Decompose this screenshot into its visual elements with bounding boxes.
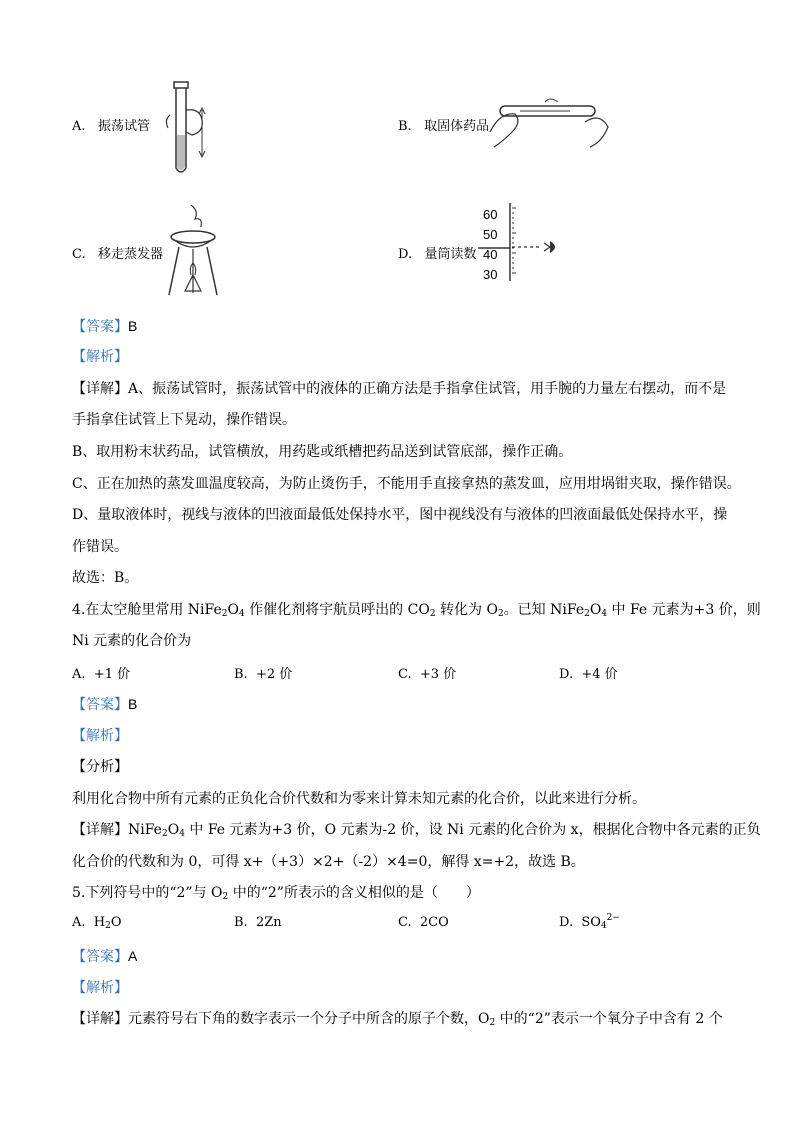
q5-option-label: D. bbox=[559, 915, 574, 930]
option-b bbox=[398, 115, 489, 134]
q5-option-label: B. bbox=[234, 915, 248, 930]
q4-sub: 4 bbox=[601, 609, 608, 619]
answer-value: B bbox=[128, 318, 138, 334]
option-c-text: 移走蒸发器 bbox=[98, 247, 164, 262]
detail-text: A、振荡试管时，振荡试管中的液体的正确方法是手指拿住试管，用手腕的力量左右摆动，而不是 bbox=[128, 381, 727, 397]
q5-analysis-tag: 【解析】 bbox=[72, 980, 128, 996]
detail-tag: 【详解】 bbox=[72, 1011, 128, 1027]
q4-answer bbox=[72, 694, 137, 715]
option-d bbox=[398, 243, 477, 262]
option-c bbox=[72, 243, 163, 262]
q3-detail-c: C、正在加热的蒸发皿温度较高，为防止烫伤手，不能用手直接拿热的蒸发皿，应用坩埚钳夹取，操作错误。 bbox=[72, 476, 741, 492]
q4-sub: 4 bbox=[179, 829, 185, 839]
q5-option-text: SO bbox=[581, 915, 601, 930]
q4-text: O bbox=[589, 602, 602, 618]
q3-detail-d2: 作错误。 bbox=[72, 539, 128, 555]
q5-option-label: C. bbox=[398, 915, 412, 930]
q3-detail-d1: D、量取液体时，视线与液体的凹液面最低处保持水平，图中视线没有与液体的凹液面最低处保持水平，操 bbox=[72, 507, 728, 523]
q4-text: 。已知 NiFe bbox=[503, 602, 585, 618]
q5-sup: 2− bbox=[606, 913, 620, 923]
q3-detail-line1 bbox=[72, 379, 726, 399]
q4-text: 在太空舱里常用 NiFe bbox=[85, 602, 222, 618]
q4-option-text: +2 价 bbox=[255, 667, 293, 682]
q5-option-text: 2Zn bbox=[255, 915, 282, 930]
q4-sub: 2 bbox=[497, 609, 504, 619]
q4-detail-line2: 化合价的代数和为 0，可得 x+（+3）×2+（-2）×4=0，解得 x=+2，故选 B。 bbox=[72, 854, 585, 870]
q4-option-a bbox=[72, 663, 130, 682]
q5-option-label: A. bbox=[72, 915, 86, 930]
option-c-label: C. bbox=[72, 247, 86, 262]
cylinder-tick-30: 30 bbox=[483, 267, 498, 282]
q4-option-d bbox=[559, 663, 618, 682]
q4-option-label: C. bbox=[398, 667, 412, 682]
q4-detail-text: 中 Fe 元素为+3 价，O 元素为-2 价，设 Ni 元素的化合价为 x，根据化合物中各元素的正负 bbox=[184, 822, 761, 838]
option-b-text: 取固体药品 bbox=[424, 119, 490, 134]
q4-text: 作催化剂将宇航员呼出的 CO bbox=[244, 602, 430, 618]
q5-text: 中的“2”所表示的含义相似的是（ ） bbox=[228, 885, 480, 901]
q3-analysis-tag: 【解析】 bbox=[72, 349, 128, 365]
q4-option-text: +1 价 bbox=[93, 667, 131, 682]
q4-fenxi-tag: 【分析】 bbox=[72, 759, 128, 775]
q4-option-text: +4 价 bbox=[581, 667, 618, 682]
q4-sub: 2 bbox=[584, 609, 590, 619]
q4-sub: 2 bbox=[429, 609, 436, 619]
detail-tag: 【详解】 bbox=[72, 822, 128, 838]
q5-option-text: H bbox=[93, 915, 106, 930]
q3-conclusion: 故选：B。 bbox=[72, 570, 139, 586]
q3-answer bbox=[72, 316, 137, 337]
q4-sub: 2 bbox=[221, 609, 228, 619]
answer-tag: 【答案】 bbox=[72, 949, 128, 965]
q5-option-text: O bbox=[110, 915, 122, 930]
q5-option-b bbox=[234, 915, 282, 930]
q4-option-text: +3 价 bbox=[419, 667, 457, 682]
q4-text: 转化为 O bbox=[435, 602, 498, 618]
q3-detail-line2: 手指拿住试管上下晃动，操作错误。 bbox=[72, 412, 296, 428]
solid-reagent-figure bbox=[490, 92, 610, 152]
q5-sub: 2 bbox=[489, 1018, 496, 1028]
q5-option-text: 2CO bbox=[419, 915, 449, 930]
q5-option-a bbox=[72, 915, 122, 930]
q4-detail-text: NiFe bbox=[128, 822, 162, 838]
q3-detail-b: B、取用粉末状药品，试管横放，用药匙或纸槽把药品送到试管底部，操作正确。 bbox=[72, 444, 573, 460]
answer-value: A bbox=[128, 948, 138, 964]
answer-tag: 【答案】 bbox=[72, 319, 128, 335]
q4-option-b bbox=[234, 663, 292, 682]
q4-detail-text: O bbox=[167, 822, 180, 838]
answer-tag: 【答案】 bbox=[72, 697, 128, 713]
q4-option-c bbox=[398, 663, 456, 682]
cylinder-scale bbox=[483, 205, 497, 285]
option-b-label: B. bbox=[398, 119, 412, 134]
q4-text: 中 Fe 元素为+3 价，则 bbox=[607, 602, 761, 618]
q4-sub: 2 bbox=[161, 829, 168, 839]
q4-sub: 4 bbox=[239, 609, 245, 619]
q5-detail-line1 bbox=[72, 1009, 723, 1029]
cylinder-tick-60: 60 bbox=[483, 207, 498, 222]
q5-answer bbox=[72, 946, 137, 967]
cylinder-tick-50: 50 bbox=[483, 227, 498, 242]
q5-sub: 2 bbox=[105, 921, 111, 931]
detail-tag: 【详解】 bbox=[72, 381, 128, 397]
q5-detail-text: 元素符号右下角的数字表示一个分子中所含的原子个数，O bbox=[128, 1011, 490, 1027]
option-a-text: 振荡试管 bbox=[97, 119, 150, 134]
option-d-label: D. bbox=[398, 247, 413, 262]
option-a bbox=[72, 115, 150, 134]
cylinder-tick-40: 40 bbox=[483, 247, 498, 262]
option-a-label: A. bbox=[72, 119, 86, 134]
q5-option-d bbox=[559, 915, 620, 930]
q4-analysis-tag: 【解析】 bbox=[72, 728, 128, 744]
q5-number: 5. bbox=[72, 885, 86, 901]
option-d-text: 量筒读数 bbox=[424, 247, 477, 262]
q5-option-c bbox=[398, 915, 449, 930]
q4-option-label: A. bbox=[72, 667, 86, 682]
shaking-test-tube-figure bbox=[150, 80, 220, 180]
q5-sub: 2 bbox=[222, 892, 229, 902]
answer-value: B bbox=[128, 696, 138, 712]
evaporating-dish-figure bbox=[165, 205, 225, 297]
q5-detail-text: 中的“2”表示一个氧分子中含有 2 个 bbox=[495, 1011, 723, 1027]
q5-sub: 4 bbox=[600, 921, 607, 931]
q5-text: 下列符号中的“2”与 O bbox=[85, 885, 223, 901]
q4-option-label: B. bbox=[234, 667, 248, 682]
q4-text: O bbox=[227, 602, 239, 618]
q4-stem-line1 bbox=[72, 600, 761, 620]
q4-number: 4. bbox=[72, 602, 86, 618]
q4-option-label: D. bbox=[559, 667, 574, 682]
q4-detail-line1 bbox=[72, 820, 761, 840]
q4-stem-line2: Ni 元素的化合价为 bbox=[72, 633, 192, 649]
q4-fenxi-text: 利用化合物中所有元素的正负化合价代数和为零来计算未知元素的化合价，以此来进行分析。 bbox=[72, 791, 646, 807]
q5-stem bbox=[72, 883, 480, 903]
